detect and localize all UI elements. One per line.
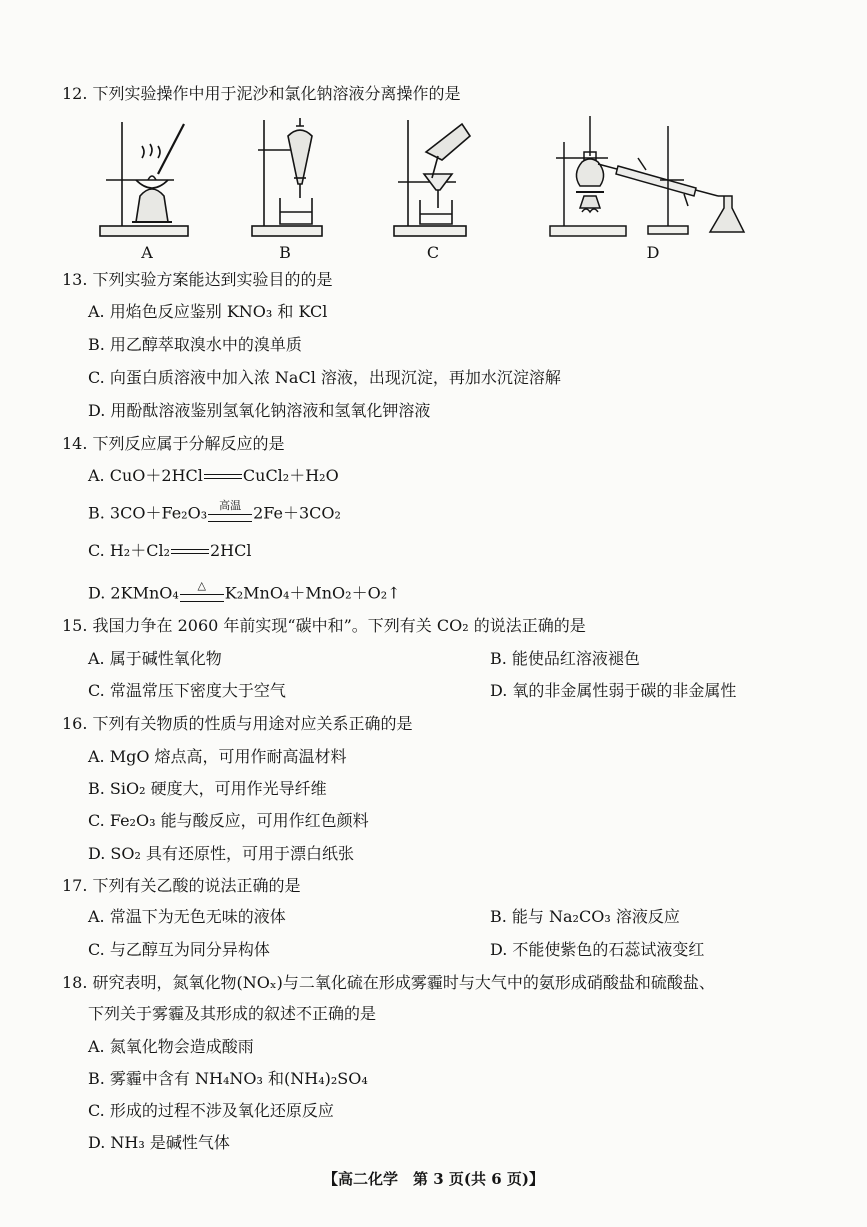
q13-option-b: B. 用乙醇萃取溴水中的溴单质 — [88, 335, 302, 354]
equals-sign-icon — [204, 473, 242, 481]
reaction-condition — [208, 500, 252, 528]
q18-stem-line1: 18. 研究表明，氮氧化物(NOₓ)与二氧化硫在形成雾霾时与大气中的氨形成硝酸盐和硫酸盐、 — [62, 973, 715, 992]
q17-option-c: C. 与乙醇互为同分异构体 — [88, 940, 270, 959]
q18-option-a: A. 氮氧化物会造成酸雨 — [88, 1037, 254, 1056]
apparatus-b-label: B — [279, 243, 291, 262]
q14-c-products: 2HCl — [210, 541, 252, 560]
q14-option-c — [88, 541, 252, 561]
q15-stem: 15. 我国力争在 2060 年前实现“碳中和”。下列有关 CO₂ 的说法正确的是 — [62, 616, 586, 635]
q17-stem: 17. 下列有关乙酸的说法正确的是 — [62, 876, 301, 895]
q14-option-a — [88, 466, 339, 486]
q13-option-c: C. 向蛋白质溶液中加入浓 NaCl 溶液，出现沉淀，再加水沉淀溶解 — [88, 368, 561, 387]
q14-d-products: K₂MnO₄＋MnO₂＋O₂↑ — [224, 583, 401, 603]
apparatus-a-label: A — [141, 243, 153, 262]
q12-stem: 12. 下列实验操作中用于泥沙和氯化钠溶液分离操作的是 — [62, 84, 461, 103]
q14-option-d — [88, 580, 401, 608]
apparatus-d-label: D — [646, 243, 660, 262]
q15-option-c: C. 常温常压下密度大于空气 — [88, 681, 286, 700]
q14-b-reactants: B. 3CO＋Fe₂O₃ — [88, 503, 208, 523]
q18-option-c: C. 形成的过程不涉及氧化还原反应 — [88, 1101, 334, 1120]
q18-option-d: D. NH₃ 是碱性气体 — [88, 1133, 230, 1152]
q14-a-products: CuCl₂＋H₂O — [242, 466, 339, 485]
q16-stem: 16. 下列有关物质的性质与用途对应关系正确的是 — [62, 714, 413, 733]
q16-option-a: A. MgO 熔点高，可用作耐高温材料 — [88, 747, 347, 766]
q18-option-b: B. 雾霾中含有 NH₄NO₃ 和(NH₄)₂SO₄ — [88, 1069, 368, 1088]
q15-option-a: A. 属于碱性氧化物 — [88, 649, 222, 668]
q14-c-reactants: C. H₂＋Cl₂ — [88, 541, 170, 560]
q13-stem: 13. 下列实验方案能达到实验目的的是 — [62, 270, 333, 289]
q17-option-b: B. 能与 Na₂CO₃ 溶液反应 — [490, 907, 680, 926]
equals-sign-icon — [171, 548, 209, 556]
reaction-condition — [180, 580, 224, 608]
q14-d-condition: △ — [197, 579, 207, 592]
q14-b-products: 2Fe＋3CO₂ — [253, 503, 341, 523]
apparatus-a-evaporation — [96, 118, 196, 242]
q14-option-b — [88, 500, 341, 528]
apparatus-d-distillation — [548, 112, 748, 242]
q14-d-reactants: D. 2KMnO₄ — [88, 583, 179, 603]
q14-stem: 14. 下列反应属于分解反应的是 — [62, 434, 285, 453]
q13-option-d: D. 用酚酞溶液鉴别氢氧化钠溶液和氢氧化钾溶液 — [88, 401, 431, 420]
apparatus-c-label: C — [426, 243, 440, 262]
q17-option-a: A. 常温下为无色无味的液体 — [88, 907, 286, 926]
q14-a-reactants: A. CuO＋2HCl — [88, 466, 203, 485]
q16-option-d: D. SO₂ 具有还原性，可用于漂白纸张 — [88, 844, 355, 863]
q16-option-c: C. Fe₂O₃ 能与酸反应，可用作红色颜料 — [88, 811, 369, 830]
q16-option-b: B. SiO₂ 硬度大，可用作光导纤维 — [88, 779, 327, 798]
q15-option-d: D. 氧的非金属性弱于碳的非金属性 — [490, 681, 737, 700]
apparatus-c-filtration — [390, 116, 476, 242]
q14-b-condition: 高温 — [219, 499, 242, 512]
q17-option-d: D. 不能使紫色的石蕊试液变红 — [490, 940, 705, 959]
page-footer: 【高二化学 第 3 页(共 6 页)】 — [323, 1170, 544, 1188]
q15-option-b: B. 能使品红溶液褪色 — [490, 649, 640, 668]
q18-stem-line2: 下列关于雾霾及其形成的叙述不正确的是 — [88, 1004, 377, 1023]
q13-option-a: A. 用焰色反应鉴别 KNO₃ 和 KCl — [88, 302, 328, 321]
apparatus-b-separatory-funnel — [250, 114, 330, 242]
